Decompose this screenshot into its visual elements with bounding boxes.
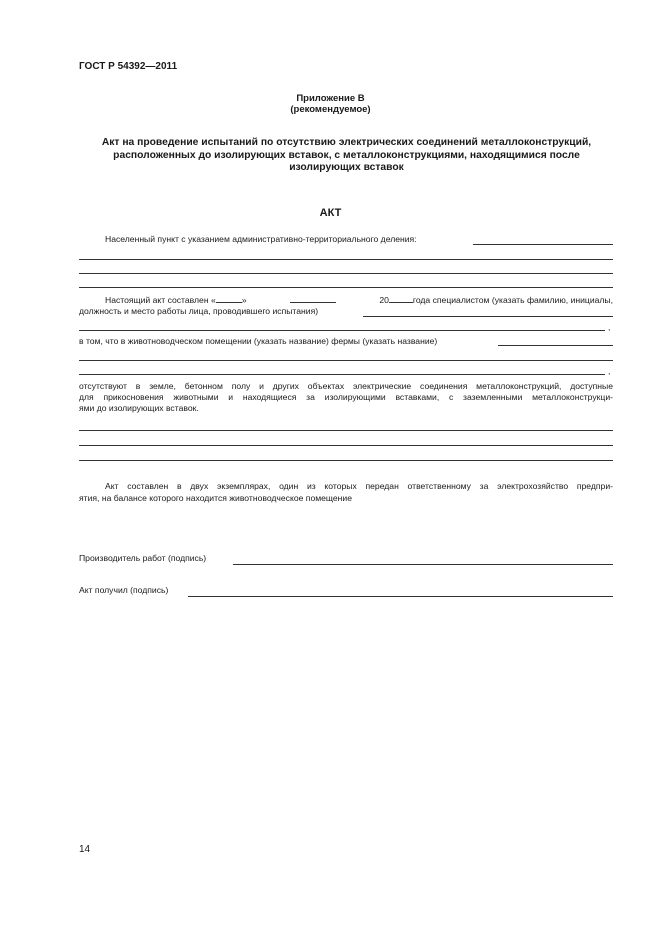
specialist-field-line — [363, 316, 613, 317]
specialist-line-2 — [79, 330, 605, 331]
absence-line-1: отсутствуют в земле, бетонном полу и других объектах электрические соединения металлоконструкций, доступные — [79, 381, 613, 391]
compiled-year: 20 — [379, 295, 389, 305]
compiled-suffix: года специалистом (указать фамилию, инициалы, — [412, 295, 613, 305]
copies-line-2: ятия, на балансе которого находится животноводческое помещение — [79, 493, 352, 503]
livestock-line-3 — [79, 374, 605, 375]
page-number: 14 — [79, 844, 91, 855]
compiled-year-wrap — [379, 294, 613, 306]
year-field — [389, 294, 413, 303]
notes-line-3 — [79, 460, 613, 461]
work-manager-signature-line — [233, 564, 613, 565]
notes-line-2 — [79, 445, 613, 446]
comma-1: , — [608, 322, 611, 332]
compiled-row — [105, 294, 613, 306]
day-field — [216, 294, 242, 303]
comma-2: , — [608, 366, 611, 376]
settlement-line-1 — [79, 259, 613, 260]
appendix-title: Приложение В — [296, 93, 365, 104]
absence-line-2: для прикосновения животными и находящиеся за изолирующими вставками, с заземленными металлоконструкци- — [79, 392, 613, 402]
settlement-line-2 — [79, 273, 613, 274]
appendix-subtitle: (рекомендуемое) — [290, 104, 371, 115]
compiled-line-2: должность и место работы лица, проводившего испытания) — [79, 306, 319, 316]
standard-number: ГОСТ Р 54392—2011 — [79, 61, 178, 72]
settlement-field-line — [473, 244, 613, 245]
copies-line-1: Акт составлен в двух экземплярах, один из которых передан ответственному за электрохозяйство предпри- — [105, 481, 613, 491]
settlement-line-3 — [79, 287, 613, 288]
received-signature-label: Акт получил (подпись) — [79, 585, 169, 595]
livestock-line-2 — [79, 360, 613, 361]
month-field — [290, 294, 336, 303]
livestock-field-line — [498, 345, 613, 346]
document-title: Акт на проведение испытаний по отсутствию электрических соединений металлоконструкций, расположенных до изолирующих вставок, с металлоконструкциями, находящимися после изолирующих вставок — [101, 137, 592, 173]
work-manager-signature-label: Производитель работ (подпись) — [79, 553, 207, 563]
received-signature-line — [188, 596, 613, 597]
settlement-label: Населенный пункт с указанием административно-территориального деления: — [105, 234, 417, 244]
absence-line-3: ями до изолирующих вставок. — [79, 403, 199, 413]
livestock-label: в том, что в животноводческом помещении (указать название) фермы (указать название) — [79, 336, 438, 346]
notes-line-1 — [79, 430, 613, 431]
compiled-quote: » — [241, 295, 247, 305]
act-heading: АКТ — [319, 207, 342, 219]
compiled-prefix-text: Настоящий акт составлен « — [105, 295, 216, 305]
compiled-prefix — [105, 294, 247, 306]
